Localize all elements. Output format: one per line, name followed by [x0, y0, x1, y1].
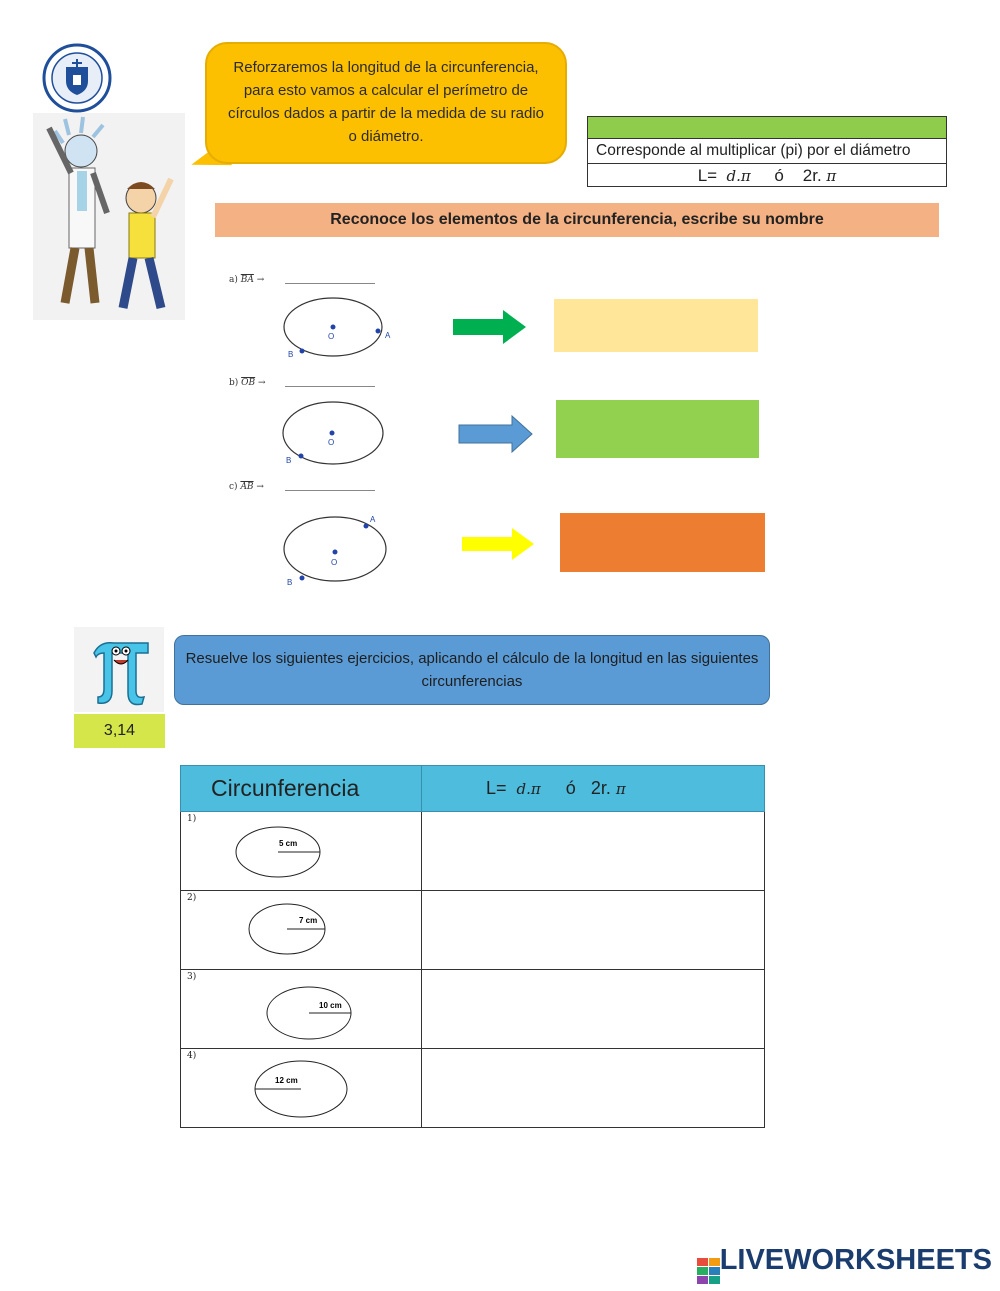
arrow-green-icon [453, 310, 527, 344]
measure-label: 10 cm [319, 1001, 342, 1010]
formula-pi: π [826, 167, 837, 185]
exercise-c-label: c) $\overline{AB}$ → [229, 482, 264, 492]
arrow-yellow-icon [462, 528, 534, 560]
answer-cell-2[interactable] [422, 891, 765, 970]
table-row [181, 1049, 765, 1128]
answer-cell-4[interactable] [422, 1049, 765, 1128]
answer-cell-3[interactable] [422, 970, 765, 1049]
arrow-blue-icon [458, 415, 534, 453]
point-b-label: B [286, 456, 292, 465]
formula-definition: Corresponde al multiplicar (pi) por el diámetro [588, 139, 946, 164]
liveworksheets-logo-text: LIVEWORKSHEETS [719, 1244, 992, 1276]
answer-cell-1[interactable] [422, 812, 765, 891]
point-b-label: B [288, 350, 294, 359]
formula-prefix: L= [697, 166, 718, 185]
formula-answer-bar [588, 117, 946, 139]
point-o-label: O [328, 332, 335, 341]
liveworksheets-logo-icon [697, 1258, 721, 1284]
answer-box-c[interactable] [560, 513, 765, 572]
answer-box-b[interactable] [556, 400, 759, 458]
circle-diagram-b [278, 398, 388, 468]
elements-banner: Reconoce los elementos de la circunferencia, escribe su nombre [215, 203, 939, 237]
formula-box [587, 116, 947, 187]
cartoon-characters-illustration [33, 113, 185, 320]
circle-cell-4: 4) 12 cm [181, 1049, 422, 1128]
point-a-label: A [385, 331, 391, 340]
pi-value-label: 3,14 [74, 714, 165, 748]
instruction-text: Resuelve los siguientes ejercicios, aplicando el cálculo de la longitud en las siguientes circunferencias [185, 650, 759, 690]
exercise-b-line [285, 386, 375, 387]
point-b-label: B [287, 578, 293, 587]
answer-box-a[interactable] [554, 299, 758, 352]
speech-bubble [205, 42, 567, 164]
formula-r: 2r. [802, 166, 822, 185]
circle-cell-2: 2) 7 cm [181, 891, 422, 970]
exercise-a-line [285, 283, 375, 284]
formula-d: d.π [726, 167, 751, 185]
calculation-table [180, 765, 765, 1128]
circle-diagram-a [278, 292, 398, 362]
circle-cell-1: 1) 5 cm [181, 812, 422, 891]
point-a-label: A [370, 515, 376, 524]
point-o-label: O [328, 438, 335, 447]
header-formula: L= d.π ó 2r. π [422, 766, 765, 812]
pi-mascot-icon [74, 627, 164, 712]
formula-equation [588, 164, 946, 188]
exercise-a-label: a) $\overline{BA}$ → [229, 275, 265, 285]
header-circunferencia: Circunferencia [181, 766, 422, 812]
school-crest-logo [42, 43, 112, 113]
measure-label: 5 cm [279, 839, 298, 848]
instruction-box [174, 635, 770, 705]
formula-or: ó [774, 166, 784, 185]
table-row [181, 812, 765, 891]
table-row [181, 891, 765, 970]
measure-label: 12 cm [275, 1076, 298, 1085]
exercise-b-label: b) $\overline{OB}$ → [229, 378, 266, 388]
exercise-c-line [285, 490, 375, 491]
table-row [181, 970, 765, 1049]
circle-cell-3: 3) 10 cm [181, 970, 422, 1049]
table-header-row [181, 766, 765, 812]
speech-bubble-text: Reforzaremos la longitud de la circunferencia, para esto vamos a calcular el perímetro de círculos dados a partir de la medida de su radio o diámetro. [227, 59, 544, 145]
measure-label: 7 cm [299, 916, 318, 925]
circle-diagram-c [278, 512, 398, 592]
point-o-label: O [331, 558, 338, 567]
